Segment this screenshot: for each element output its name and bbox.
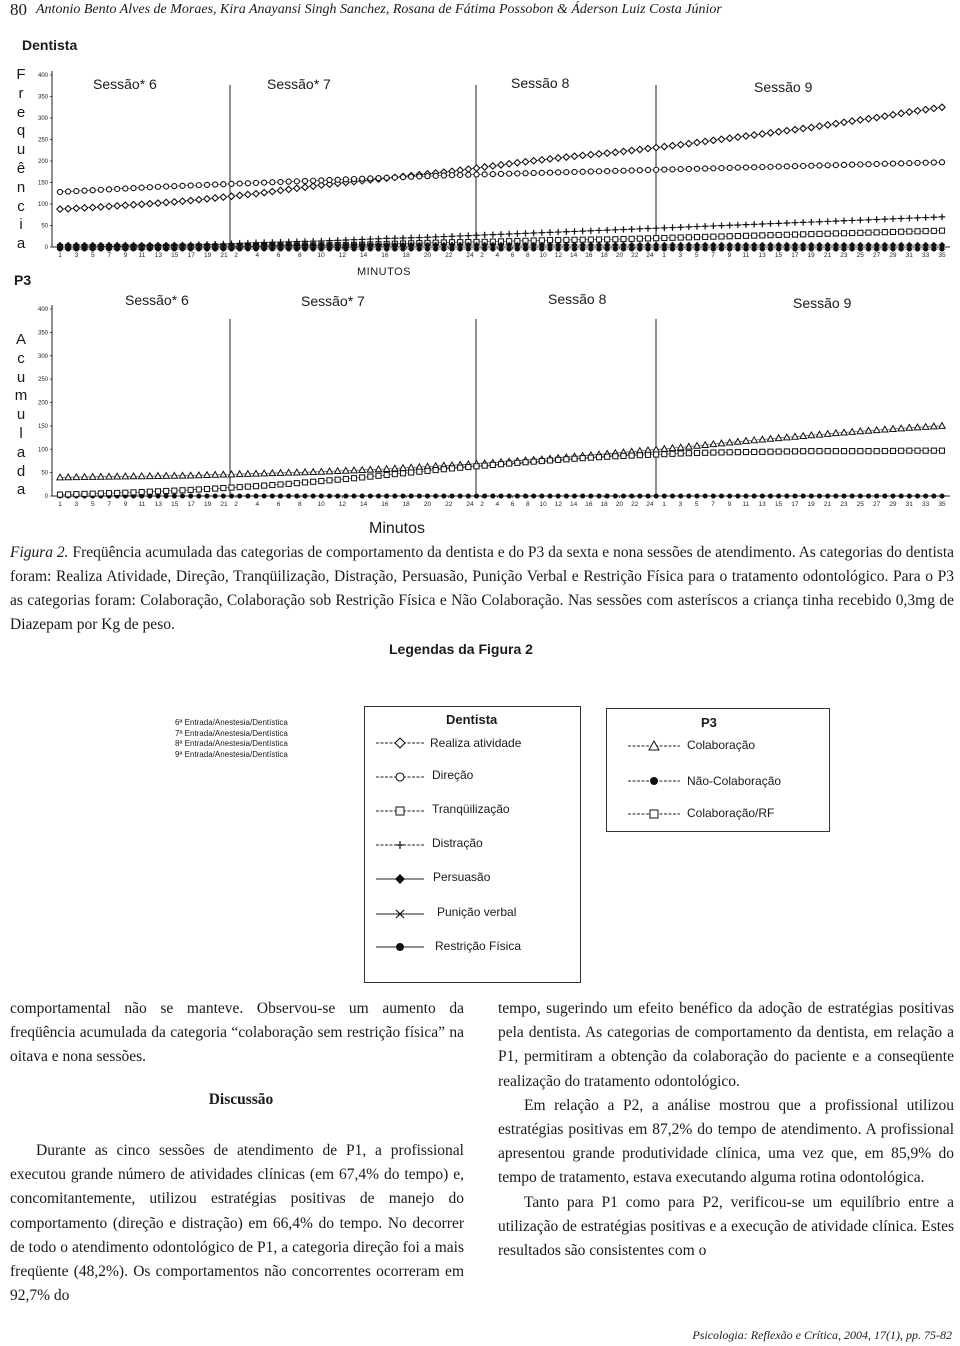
x-tick-label: 4 xyxy=(495,252,500,259)
data-point-diamond xyxy=(395,738,405,748)
y-tick-label: 300 xyxy=(37,353,48,360)
x-tick-label: 10 xyxy=(317,501,325,508)
x-tick-label: 8 xyxy=(298,252,302,259)
bottom-session-6-label: Sessão* 6 xyxy=(125,292,189,308)
x-tick-label: 21 xyxy=(823,501,832,508)
y-tick-label: 250 xyxy=(37,377,48,384)
data-point-plus xyxy=(396,841,404,849)
x-tick-label: 1 xyxy=(58,501,62,508)
y-axis-letter: l xyxy=(19,424,23,442)
x-tick-label: 2 xyxy=(234,252,238,259)
x-tick-label: 1 xyxy=(662,252,666,259)
x-tick-label: 22 xyxy=(445,252,453,259)
legend-symbol xyxy=(376,874,424,884)
x-tick-label: 8 xyxy=(526,252,530,259)
y-axis-letter: c xyxy=(17,197,25,215)
legend-symbol xyxy=(376,807,424,815)
y-tick-label: 150 xyxy=(37,423,48,430)
x-tick-label: 24 xyxy=(466,501,474,508)
x-tick-label: 4 xyxy=(255,252,260,259)
x-tick-label: 15 xyxy=(171,501,179,508)
x-tick-label: 1 xyxy=(662,501,666,508)
y-tick-label: 350 xyxy=(37,94,48,101)
x-tick-label: 20 xyxy=(423,252,432,259)
legend-symbol xyxy=(376,841,424,849)
caption-label: Figura 2. xyxy=(10,544,69,561)
x-tick-label: 22 xyxy=(631,501,639,508)
y-tick-label: 50 xyxy=(41,223,48,230)
x-tick-label: 6 xyxy=(276,252,281,259)
legend-symbol xyxy=(376,738,424,748)
x-tick-label: 25 xyxy=(856,252,864,259)
data-point-circle xyxy=(396,773,404,781)
left-column-bottom xyxy=(10,1139,464,1308)
legend-item-colaboracao: Colaboração xyxy=(687,738,756,752)
x-tick-label: 17 xyxy=(187,501,195,508)
x-tick-label: 9 xyxy=(123,252,128,259)
x-tick-label: 12 xyxy=(338,252,346,259)
x-tick-label: 11 xyxy=(138,252,146,259)
x-tick-label: 3 xyxy=(74,501,79,508)
data-point-filled-diamond xyxy=(395,874,405,884)
top-chart-title: Dentista xyxy=(22,37,78,53)
x-tick-label: 13 xyxy=(154,252,163,259)
x-tick-label: 22 xyxy=(631,252,639,259)
y-axis-letter: a xyxy=(16,443,26,461)
y-tick-label: 100 xyxy=(37,447,48,454)
x-tick-label: 10 xyxy=(539,501,547,508)
x-tick-label: 11 xyxy=(138,501,146,508)
y-axis-letter: u xyxy=(16,406,26,424)
x-tick-label: 10 xyxy=(317,252,325,259)
x-tick-label: 6 xyxy=(510,501,515,508)
x-tick-label: 18 xyxy=(402,501,410,508)
x-tick-label: 3 xyxy=(678,501,683,508)
legend-symbol xyxy=(376,910,424,918)
x-tick-label: 2 xyxy=(480,501,484,508)
y-axis-letter: q xyxy=(16,122,26,140)
x-tick-label: 33 xyxy=(922,252,930,259)
x-tick-label: 14 xyxy=(570,501,578,508)
x-tick-label: 17 xyxy=(187,252,195,259)
x-tick-label: 33 xyxy=(922,501,930,508)
x-tick-label: 31 xyxy=(905,252,913,259)
y-tick-label: 200 xyxy=(37,400,48,407)
legend-item-colaboracao-rf: Colaboração/RF xyxy=(687,806,775,820)
x-tick-label: 18 xyxy=(600,252,608,259)
y-tick-label: 300 xyxy=(37,116,48,122)
legend-symbol xyxy=(628,810,680,818)
paragraph: Durante as cinco sessões de atendimento de P1, a profissional executou grande número de atividades clínicas (em 67,4% do tempo) e, concomitantemente, utilizou estratégias positivas de manejo do comportamento (direção e distração) em 66,4% do tempo. No decorrer de todo o atendimento odontológico de P1, a categoria direção foi a mais freqüente (48,2%). Os comportamentos não concorrentes ocorreram em 92,7% do xyxy=(10,1142,464,1305)
x-tick-label: 2 xyxy=(480,252,484,259)
bottom-session-8-label: Sessão 8 xyxy=(548,291,607,307)
y-axis-letter: u xyxy=(16,141,26,159)
x-tick-label: 27 xyxy=(872,252,881,259)
x-tick-label: 9 xyxy=(123,501,128,508)
x-tick-label: 21 xyxy=(823,252,832,259)
x-tick-label: 7 xyxy=(711,252,715,259)
legend-symbol xyxy=(628,777,680,785)
x-tick-label: 12 xyxy=(554,252,562,259)
legend-session-entry: 6ª Entrada/Anestesia/Dentística xyxy=(175,718,288,727)
y-tick-label: 50 xyxy=(41,470,48,477)
right-column xyxy=(498,997,954,1263)
y-tick-label: 400 xyxy=(37,307,48,313)
x-tick-label: 4 xyxy=(255,501,260,508)
y-axis-letter: a xyxy=(16,481,26,499)
x-tick-label: 17 xyxy=(791,252,799,259)
x-tick-label: 15 xyxy=(171,252,179,259)
x-tick-label: 9 xyxy=(727,501,732,508)
x-tick-label: 16 xyxy=(381,252,389,259)
paragraph: comportamental não se manteve. Observou-se um aumento da freqüência acumulada da categoria “colaboração sem restrição física” na oitava e nona sessões. xyxy=(10,1000,464,1066)
x-tick-label: 19 xyxy=(203,501,212,508)
legend-item-nao-colaboracao: Não-Colaboração xyxy=(687,774,782,788)
legend-symbol xyxy=(376,943,424,951)
paragraph: Tanto para P1 como para P2, verificou-se um equilíbrio entre a utilização de estratégias positivas e a execução de atividade clínica. Estes resultados são consistentes com o xyxy=(498,1193,954,1260)
legend-item-punicao-verbal: Punição verbal xyxy=(437,905,517,919)
page-number: 80 xyxy=(10,0,27,19)
x-tick-label: 16 xyxy=(381,501,389,508)
y-tick-label: 200 xyxy=(37,159,48,165)
x-tick-label: 14 xyxy=(360,252,368,259)
left-column-top xyxy=(10,997,464,1070)
x-tick-label: 3 xyxy=(678,252,683,259)
legend-dentista-title: Dentista xyxy=(446,712,498,727)
x-tick-label: 22 xyxy=(445,501,453,508)
legend-item-distracao: Distração xyxy=(432,836,483,850)
x-tick-label: 2 xyxy=(234,501,238,508)
x-tick-label: 21 xyxy=(220,501,228,508)
y-tick-label: 0 xyxy=(44,245,48,251)
x-tick-label: 10 xyxy=(539,252,547,259)
x-tick-label: 6 xyxy=(276,501,281,508)
y-axis-letter: n xyxy=(16,178,26,196)
y-tick-label: 250 xyxy=(37,137,48,144)
x-tick-label: 29 xyxy=(889,501,897,508)
x-tick-label: 23 xyxy=(840,501,848,508)
running-header-authors: Antonio Bento Alves de Moraes, Kira Anayansi Singh Sanchez, Rosana de Fátima Possobon & Áderson Luiz Costa Júnior xyxy=(36,2,722,17)
legend-item-persuasao: Persuasão xyxy=(433,870,491,884)
y-axis-letter: d xyxy=(16,462,26,480)
section-heading-discussao: Discussão xyxy=(208,1091,274,1108)
caption-text: Freqüência acumulada das categorias de comportamento da dentista e do P3 da sexta e nona sessões de atendimento. As categorias do dentista foram: Realiza Atividade, Direção, Tranqüilização, Distração, Persuasão, Punição Verbal e Restrição Física para o tratamento odontológico. Para o P3 as categorias foram: Colaboração, Colaboração sob Restrição Física e Não Colaboração. Nas sessões com asteríscos a criança tinha recebido 0,3mg de Diazepam por Kg de peso. xyxy=(10,544,955,633)
y-axis-letter: r xyxy=(18,84,24,102)
legend-session-entry: 8ª Entrada/Anestesia/Dentística xyxy=(175,739,288,748)
y-tick-label: 150 xyxy=(37,180,48,187)
y-axis-letter: F xyxy=(16,66,26,83)
x-tick-label: 16 xyxy=(585,252,593,259)
x-tick-label: 9 xyxy=(727,252,732,259)
x-tick-label: 8 xyxy=(298,501,302,508)
x-tick-label: 23 xyxy=(840,252,848,259)
legend-item-realiza-atividade: Realiza atividade xyxy=(430,736,522,750)
x-tick-label: 11 xyxy=(742,252,750,259)
legend-item-tranquilizacao: Tranqüilização xyxy=(432,802,510,816)
x-tick-label: 20 xyxy=(423,501,432,508)
y-axis-letter: m xyxy=(14,387,28,405)
x-tick-label: 31 xyxy=(905,501,913,508)
x-tick-label: 14 xyxy=(570,252,578,259)
x-tick-label: 24 xyxy=(646,501,654,508)
x-tick-label: 15 xyxy=(774,501,783,508)
y-axis-letter: u xyxy=(16,368,26,386)
y-tick-label: 0 xyxy=(44,494,48,500)
bottom-x-axis-label: Minutos xyxy=(369,520,426,537)
x-tick-label: 13 xyxy=(758,501,766,508)
x-tick-label: 20 xyxy=(615,252,624,259)
x-tick-label: 8 xyxy=(526,501,530,508)
y-tick-label: 350 xyxy=(37,330,48,337)
top-x-axis-label: MINUTOS xyxy=(357,266,412,278)
x-tick-label: 16 xyxy=(585,501,593,508)
x-tick-label: 5 xyxy=(90,252,95,259)
legend-symbol xyxy=(628,741,680,750)
x-tick-label: 24 xyxy=(646,252,654,259)
x-tick-label: 19 xyxy=(203,252,212,259)
top-session-6-label: Sessão* 6 xyxy=(93,76,157,92)
legend-session-entry: 7ª Entrada/Anestesia/Dentística xyxy=(175,728,288,738)
legend-symbol xyxy=(376,773,424,781)
data-point-filled-circle xyxy=(650,777,658,785)
x-tick-label: 3 xyxy=(74,252,79,259)
x-tick-label: 5 xyxy=(90,501,95,508)
x-tick-label: 15 xyxy=(774,252,783,259)
x-tick-label: 12 xyxy=(338,501,346,508)
data-point-filled-circle xyxy=(396,943,404,951)
bottom-chart-title: P3 xyxy=(14,272,32,288)
bottom-session-7-label: Sessão* 7 xyxy=(301,293,365,309)
x-tick-label: 7 xyxy=(107,252,112,259)
x-tick-label: 18 xyxy=(600,501,608,508)
legend-item-restricao-fisica: Restrição Física xyxy=(435,939,522,953)
footer-citation: Psicologia: Reflexão e Crítica, 2004, 17(1), pp. 75-82 xyxy=(692,1328,952,1342)
x-tick-label: 13 xyxy=(154,501,163,508)
x-tick-label: 7 xyxy=(107,501,112,508)
data-point-square xyxy=(650,810,658,818)
y-axis-letter: c xyxy=(17,349,25,367)
x-tick-label: 25 xyxy=(856,501,864,508)
paragraph: Em relação a P2, a análise mostrou que a profissional utilizou estratégias positivas em 87,2% do tempo de atendimento. A profissional apresentou grande produtividade clínica, uma vez que, em 85,9% do tempo de tratamento, estava executando alguma rotina odontológica. xyxy=(498,1096,954,1187)
bottom-session-9-label: Sessão 9 xyxy=(793,295,852,311)
x-tick-label: 6 xyxy=(510,252,515,259)
x-tick-label: 7 xyxy=(711,501,715,508)
x-tick-label: 19 xyxy=(807,501,815,508)
x-tick-label: 1 xyxy=(58,252,62,259)
x-tick-label: 27 xyxy=(872,501,881,508)
y-axis-letter: ê xyxy=(16,159,26,177)
y-axis-letter: i xyxy=(19,216,23,234)
y-axis-letter: a xyxy=(16,235,26,253)
x-tick-label: 18 xyxy=(402,252,410,259)
paragraph: tempo, sugerindo um efeito benéfico da adoção de estratégias positivas pela dentista. As categorias de comportamento da dentista, em relação a P1, permitiram a obtenção da colaboração do paciente e a conseqüente realização do tratamento odontológico. xyxy=(498,1000,954,1090)
x-tick-label: 5 xyxy=(694,501,699,508)
y-axis-letter: e xyxy=(16,103,26,121)
legend-p3-title: P3 xyxy=(701,715,717,730)
data-point-square xyxy=(396,807,404,815)
x-tick-label: 35 xyxy=(938,501,946,508)
y-tick-label: 400 xyxy=(37,73,48,79)
x-tick-label: 12 xyxy=(554,501,562,508)
top-session-9-label: Sessão 9 xyxy=(754,79,813,95)
legend-session-entry: 9ª Entrada/Anestesia/Dentística xyxy=(175,749,288,759)
x-tick-label: 14 xyxy=(360,501,368,508)
y-axis-letter: A xyxy=(15,331,26,348)
y-tick-label: 100 xyxy=(37,202,48,208)
x-tick-label: 4 xyxy=(495,501,500,508)
x-tick-label: 24 xyxy=(466,252,474,259)
legend-title: Legendas da Figura 2 xyxy=(389,641,533,657)
x-tick-label: 29 xyxy=(889,252,897,259)
x-tick-label: 5 xyxy=(694,252,699,259)
x-tick-label: 21 xyxy=(220,252,228,259)
top-session-8-label: Sessão 8 xyxy=(511,75,570,91)
x-tick-label: 35 xyxy=(938,252,946,259)
x-tick-label: 17 xyxy=(791,501,799,508)
legend-item-direcao: Direção xyxy=(432,768,474,782)
x-tick-label: 13 xyxy=(758,252,766,259)
x-tick-label: 11 xyxy=(742,501,750,508)
top-session-7-label: Sessão* 7 xyxy=(267,76,331,92)
x-tick-label: 20 xyxy=(615,501,624,508)
x-tick-label: 19 xyxy=(807,252,815,259)
